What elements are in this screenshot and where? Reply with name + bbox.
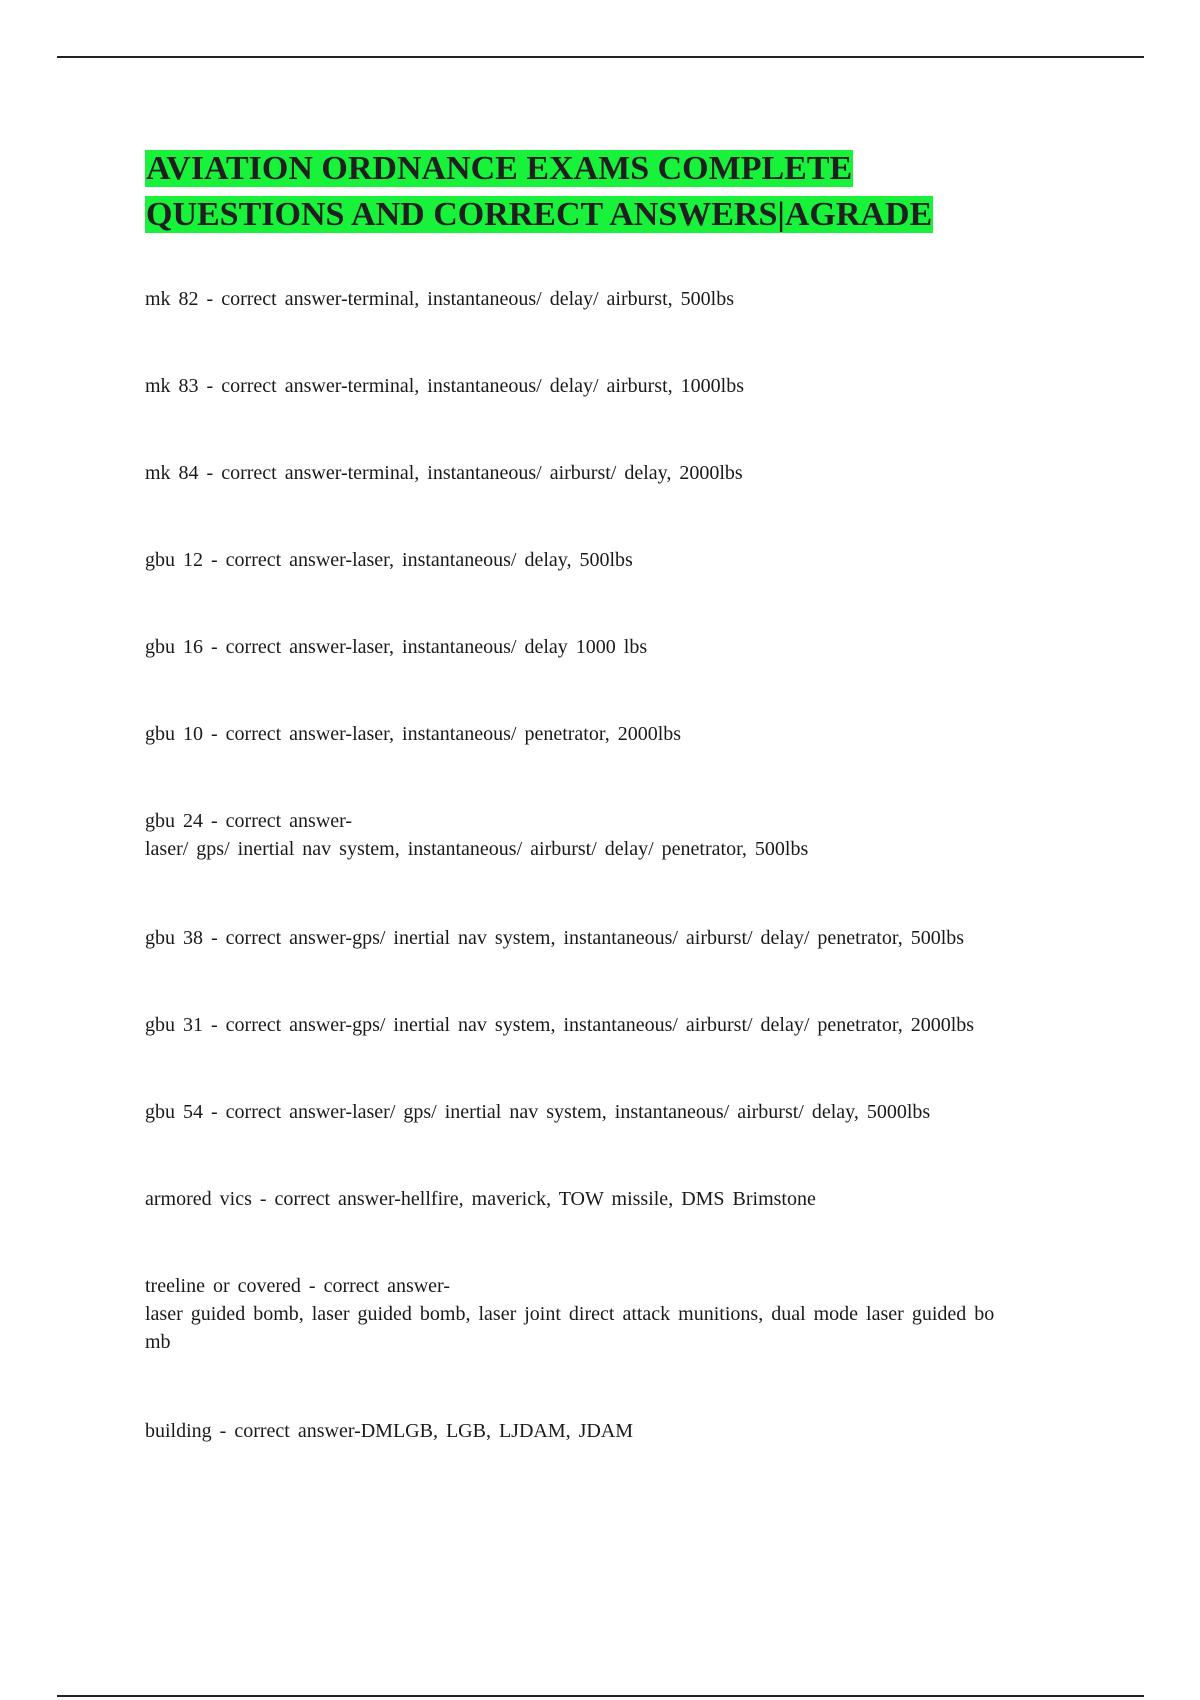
qa-item-gbu12: gbu 12 - correct answer-laser, instantaneous/ delay, 500lbs bbox=[145, 549, 633, 571]
qa-item-gbu54: gbu 54 - correct answer-laser/ gps/ inertial nav system, instantaneous/ airburst/ delay, 5000lbs bbox=[145, 1101, 931, 1123]
qa-item-armored-vics: armored vics - correct answer-hellfire, maverick, TOW missile, DMS Brimstone bbox=[145, 1188, 816, 1210]
title-line-2: QUESTIONS AND CORRECT ANSWERS|AGRADE bbox=[146, 196, 933, 233]
title-line-1: AVIATION ORDNANCE EXAMS COMPLETE bbox=[146, 150, 853, 187]
qa-item-mk84: mk 84 - correct answer-terminal, instantaneous/ airburst/ delay, 2000lbs bbox=[145, 462, 743, 484]
qa-item-treeline: treeline or covered - correct answer- laser guided bomb, laser guided bomb, laser joint direct attack munitions, dual mode laser guided bo mb bbox=[145, 1275, 995, 1353]
document-title bbox=[145, 146, 1085, 238]
qa-list bbox=[145, 285, 1085, 1445]
top-rule bbox=[57, 56, 1144, 58]
qa-item-gbu38: gbu 38 - correct answer-gps/ inertial nav system, instantaneous/ airburst/ delay/ penetrator, 500lbs bbox=[145, 927, 965, 949]
qa-item-gbu16: gbu 16 - correct answer-laser, instantaneous/ delay 1000 lbs bbox=[145, 636, 648, 658]
qa-item-mk83: mk 83 - correct answer-terminal, instantaneous/ delay/ airburst, 1000lbs bbox=[145, 375, 744, 397]
bottom-rule bbox=[57, 1695, 1144, 1697]
qa-item-gbu24: gbu 24 - correct answer- laser/ gps/ inertial nav system, instantaneous/ airburst/ delay/ penetrator, 500lbs bbox=[145, 810, 809, 860]
document-body bbox=[145, 146, 1085, 1504]
qa-item-gbu10: gbu 10 - correct answer-laser, instantaneous/ penetrator, 2000lbs bbox=[145, 723, 682, 745]
qa-item-gbu31: gbu 31 - correct answer-gps/ inertial nav system, instantaneous/ airburst/ delay/ penetrator, 2000lbs bbox=[145, 1014, 975, 1036]
qa-item-building: building - correct answer-DMLGB, LGB, LJDAM, JDAM bbox=[145, 1420, 634, 1442]
qa-item-mk82: mk 82 - correct answer-terminal, instantaneous/ delay/ airburst, 500lbs bbox=[145, 288, 734, 310]
